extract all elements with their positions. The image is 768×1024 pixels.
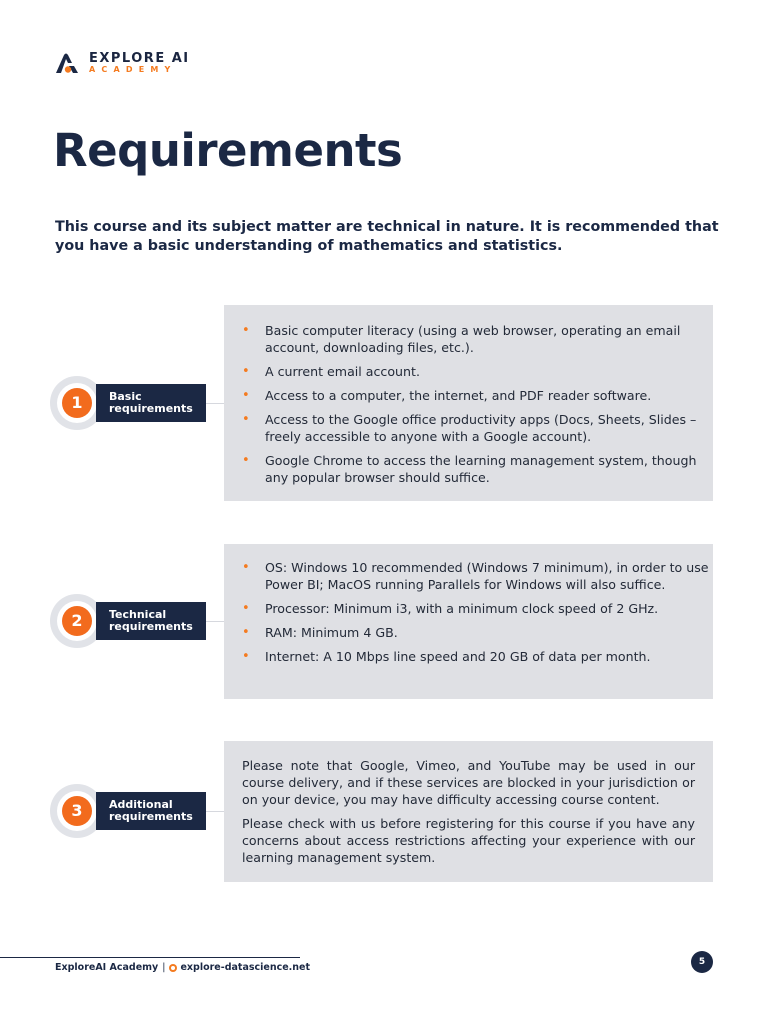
technical-requirements-list — [224, 559, 713, 665]
bullet-icon: • — [242, 412, 250, 427]
section-number: 3 — [62, 796, 92, 826]
section-label — [96, 384, 206, 422]
list-item: • Google Chrome to access the learning management system, though any popular browser should suffice. — [242, 453, 697, 485]
intro-paragraph: This course and its subject matter are technical in nature. It is recommended that you have a basic understanding of mathematics and statistics. — [55, 219, 719, 254]
bullet-icon: • — [242, 388, 250, 403]
bullet-icon: • — [242, 364, 250, 379]
footer-brand: ExploreAI Academy — [55, 962, 159, 973]
list-item: • Internet: A 10 Mbps line speed and 20 GB of data per month. — [242, 649, 651, 664]
footer-separator: | — [162, 962, 166, 973]
list-item: • Basic computer literacy (using a web browser, operating an email account, downloading files, etc.). — [242, 323, 681, 355]
basic-requirements-box — [224, 305, 713, 501]
section-label — [96, 602, 206, 640]
connector-line — [205, 811, 224, 812]
bullet-icon: • — [242, 453, 250, 468]
footer-divider — [0, 957, 300, 958]
page-title: Requirements — [53, 124, 403, 177]
bullet-icon: • — [242, 625, 250, 640]
footer — [55, 962, 310, 973]
globe-icon — [169, 964, 177, 972]
section-number: 2 — [62, 606, 92, 636]
section-label — [96, 792, 206, 830]
bullet-icon: • — [242, 323, 250, 338]
logo-text-secondary: ACADEMY — [89, 65, 177, 74]
paragraph: Please note that Google, Vimeo, and YouTube may be used in our course delivery, and if these services are blocked in your jurisdiction or on your device, you may have difficulty accessing course content. — [242, 758, 695, 807]
connector-line — [205, 621, 224, 622]
connector-line — [205, 403, 224, 404]
technical-requirements-box — [224, 544, 713, 699]
list-item: • Access to the Google office productivity apps (Docs, Sheets, Slides – freely accessible to anyone with a Google account). — [242, 412, 697, 444]
section-number: 1 — [62, 388, 92, 418]
explore-ai-logo-icon — [55, 52, 81, 74]
paragraph: Please check with us before registering for this course if you have any concerns about access restrictions affecting your experience with our learning management system. — [242, 816, 695, 865]
list-item: • OS: Windows 10 recommended (Windows 7 minimum), in order to use Power BI; MacOS running Parallels for Windows will also suffice. — [242, 560, 709, 592]
page-number: 5 — [691, 951, 713, 973]
section-label-line1: Technical — [109, 607, 167, 621]
section-label-line1: Additional — [109, 797, 173, 811]
bullet-icon: • — [242, 649, 250, 664]
bullet-icon: • — [242, 601, 250, 616]
basic-requirements-list — [224, 322, 713, 486]
bullet-icon: • — [242, 560, 250, 575]
list-item: • RAM: Minimum 4 GB. — [242, 625, 398, 640]
section-label-line2: requirements — [109, 620, 193, 633]
list-item: • Processor: Minimum i3, with a minimum clock speed of 2 GHz. — [242, 601, 659, 616]
section-label-line1: Basic — [109, 389, 142, 403]
footer-website-link[interactable]: explore-datascience.net — [180, 962, 311, 973]
list-item: • Access to a computer, the internet, and PDF reader software. — [242, 388, 652, 403]
section-label-line2: requirements — [109, 402, 193, 415]
list-item: • A current email account. — [242, 364, 420, 379]
additional-requirements-box — [224, 741, 713, 882]
logo-text-primary: EXPLORE AI — [89, 51, 190, 66]
section-label-line2: requirements — [109, 810, 193, 823]
logo — [55, 52, 190, 74]
